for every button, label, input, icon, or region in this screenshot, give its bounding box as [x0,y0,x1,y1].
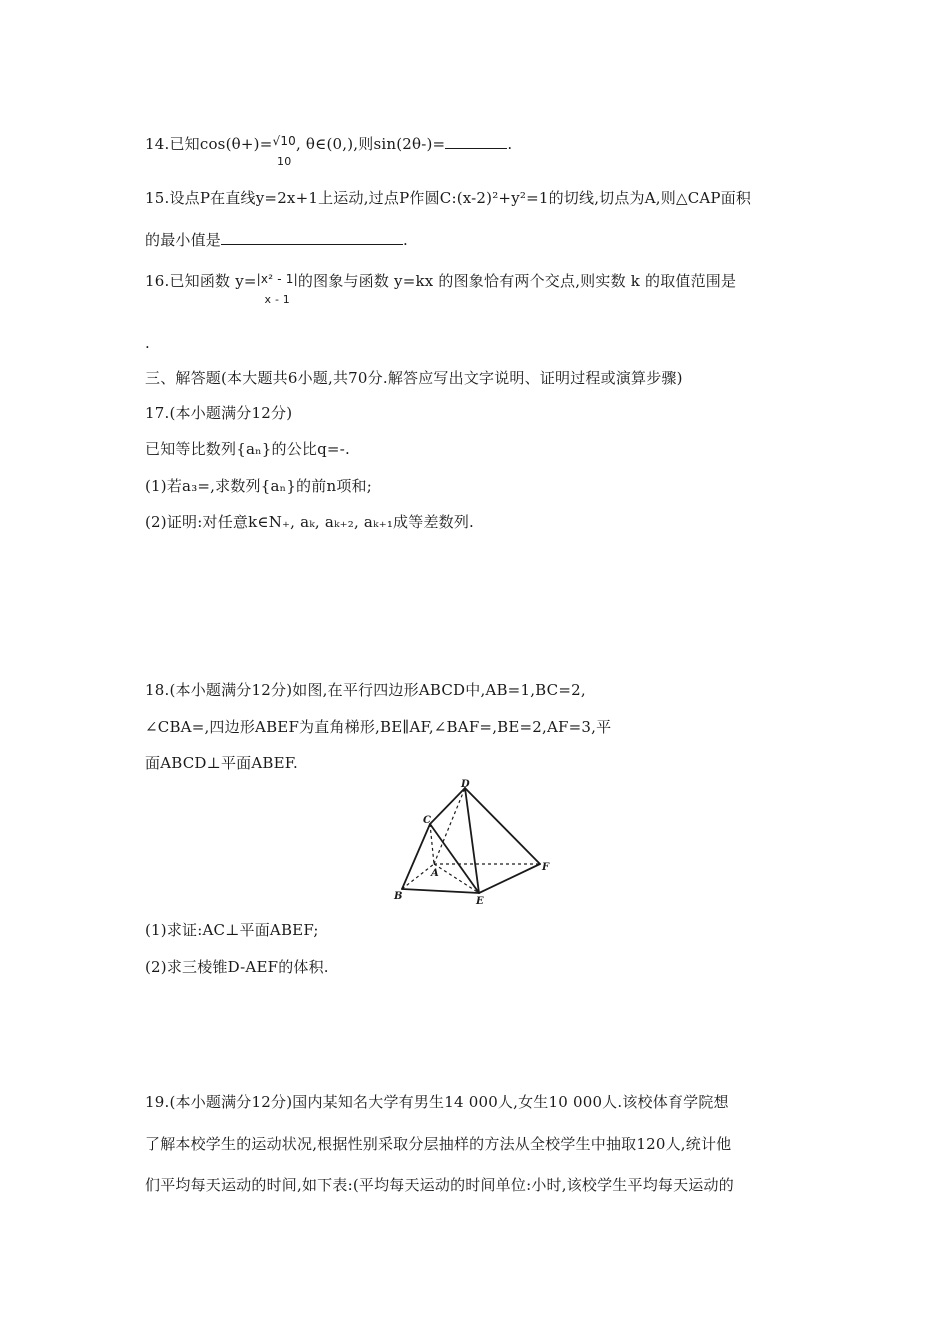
edge-EF [479,864,540,893]
label-C: C [423,815,431,826]
q16-prefix: 16.已知函数 y= [145,272,257,290]
q16-dot: . [145,334,150,352]
q14-answer-blank [445,133,507,149]
question-18-line2: ∠CBA=,四边形ABEF为直角梯形,BE∥AF,∠BAF=,BE=2,AF=3,平 [145,718,612,736]
question-17-part2: (2)证明:对任意k∈N₊, aₖ, aₖ₊₂, aₖ₊₁成等差数列. [145,513,475,531]
q16-fraction [257,271,298,307]
edge-BC [402,824,430,889]
q14-fraction-denominator: 10 [277,155,292,168]
q14-middle: , θ∈(0,),则sin(2θ-)= [296,135,446,153]
q16-suffix: 的图象与函数 y=kx 的图象恰有两个交点,则实数 k 的取值范围是 [297,272,737,290]
label-F: F [542,862,550,873]
question-19-line1: 19.(本小题满分12分)国内某知名大学有男生14 000人,女生10 000人.该校体育学院想 [145,1093,729,1111]
q15-line2-prefix: 的最小值是 [145,231,222,249]
geometry-figure [390,778,560,910]
question-17-part1: (1)若a₃=,求数列{aₙ}的前n项和; [145,477,372,495]
q14-end: . [507,135,513,153]
label-D: D [461,779,470,790]
question-18-part1: (1)求证:AC⊥平面ABEF; [145,921,319,939]
q14-fraction [272,133,296,169]
edge-CD [430,788,465,824]
question-19-line2: 了解本校学生的运动状况,根据性别采取分层抽样的方法从全校学生中抽取120人,统计他 [145,1135,732,1153]
edge-AE-dashed [434,864,479,893]
q16-fraction-numerator: |x² - 1| [256,272,298,286]
label-B: B [394,891,403,902]
question-17-title: 17.(本小题满分12分) [145,404,293,422]
label-E: E [476,896,484,907]
q15-answer-blank [221,229,403,245]
section-3-heading: 三、解答题(本大题共6小题,共70分.解答应写出文字说明、证明过程或演算步骤) [145,369,683,387]
question-18-line1: 18.(本小题满分12分)如图,在平行四边形ABCD中,AB=1,BC=2, [145,681,586,699]
q16-fraction-denominator: x - 1 [264,293,291,306]
question-18-part2: (2)求三棱锥D-AEF的体积. [145,958,329,976]
q14-fraction-numerator: √10 [272,134,296,148]
question-15-line2 [145,229,408,250]
edge-DF [465,788,540,864]
q15-line2-end: . [403,231,408,249]
question-16 [145,271,736,307]
question-19-line3: 们平均每天运动的时间,如下表:(平均每天运动的时间单位:小时,该校学生平均每天运动的 [145,1176,734,1194]
question-17-stem: 已知等比数列{aₙ}的公比q=-. [145,440,350,458]
question-15-line1: 15.设点P在直线y=2x+1上运动,过点P作圆C:(x-2)²+y²=1的切线,切点为A,则△CAP面积 [145,189,752,207]
q14-prefix: 14.已知cos(θ+)= [145,135,273,153]
edge-BE [402,889,479,893]
label-A: A [431,868,439,879]
question-18-line3: 面ABCD⊥平面ABEF. [145,754,298,772]
question-14 [145,133,512,169]
